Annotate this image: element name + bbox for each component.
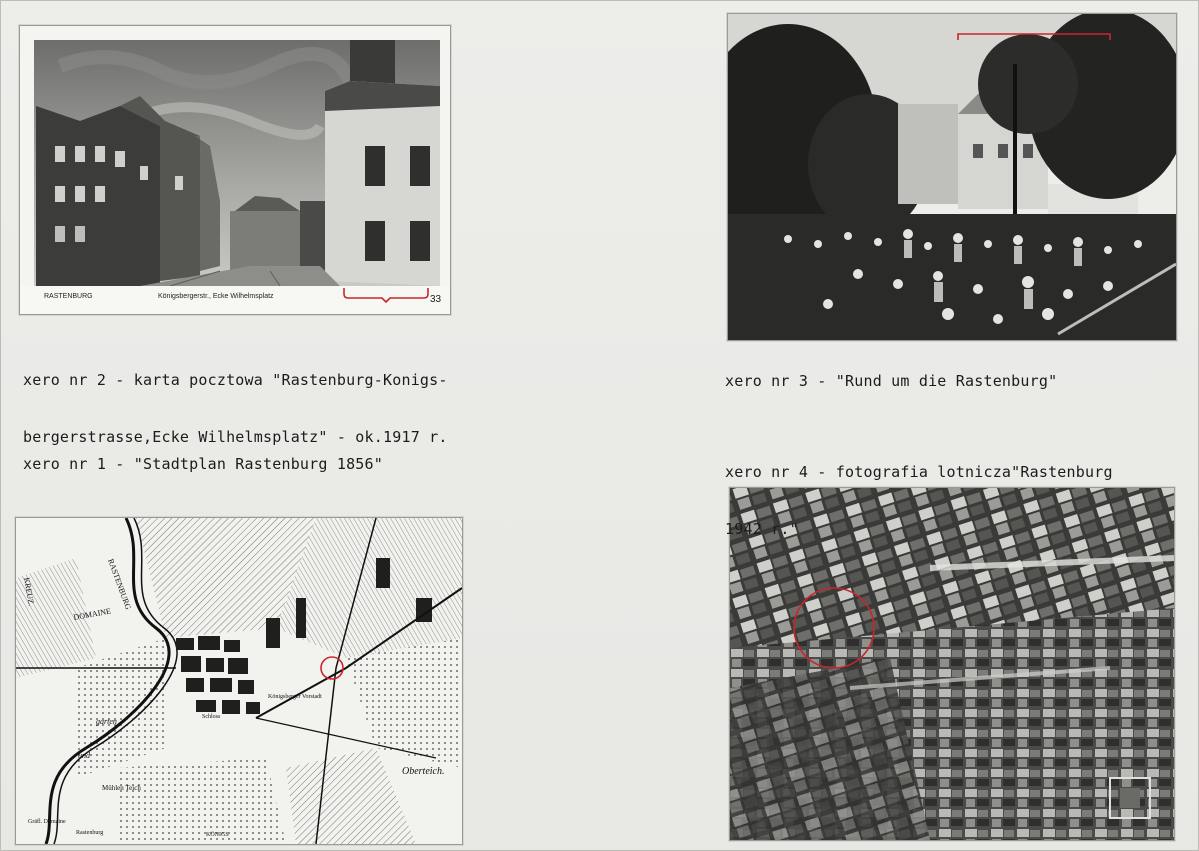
caption-xero-2-line2: bergerstrasse,Ecke Wilhelmsplatz" - ok.1917 r. — [23, 428, 448, 446]
caption-xero-4-line2: 1942 r." — [725, 520, 799, 538]
map-label-und: und — [78, 751, 90, 760]
postcard-corner-mark: 33 — [430, 294, 442, 305]
map-label-kreuzberg: KREUZ. — [22, 576, 36, 607]
city-map — [15, 517, 463, 845]
caption-xero-1: xero nr 1 - "Stadtplan Rastenburg 1856" — [23, 455, 383, 473]
map-label-domaine-bottom: Gräfl. Domaine — [28, 819, 66, 825]
map-label-rastenburg-bottom: Rastenburg — [76, 830, 104, 836]
city-map-image — [16, 518, 462, 844]
crowd-photo — [727, 13, 1177, 341]
crowd-image — [728, 14, 1176, 340]
map-label-rastenburg: RASTENBURG — [106, 557, 133, 611]
map-label-oberteich: Oberteich. — [402, 766, 445, 777]
postcard-city-label: RASTENBURG — [44, 293, 93, 300]
map-label-schloss: Schloss — [202, 714, 221, 720]
map-label-domaine: DOMAINE — [72, 606, 112, 622]
caption-xero-4 — [725, 425, 1113, 577]
map-label-konigs: KÖNIGS — [206, 832, 229, 838]
postcard-photo — [19, 25, 451, 315]
caption-xero-3: xero nr 3 - "Rund um die Rastenburg" — [725, 372, 1058, 390]
map-label-garten: garten — [96, 717, 117, 726]
map-label-muhlen-teich: Mühlen Teich — [102, 784, 141, 792]
map-label-konigsberger-vorstadt: Königsberger Vorstadt — [268, 694, 322, 700]
caption-xero-2-line1: xero nr 2 - karta pocztowa "Rastenburg-Konigs- — [23, 371, 448, 389]
caption-xero-4-line1: xero nr 4 - fotografia lotnicza"Rastenburg — [725, 463, 1113, 481]
postcard-image — [20, 26, 450, 314]
postcard-street-label: Königsbergerstr., Ecke Wilhelmsplatz — [158, 293, 274, 300]
